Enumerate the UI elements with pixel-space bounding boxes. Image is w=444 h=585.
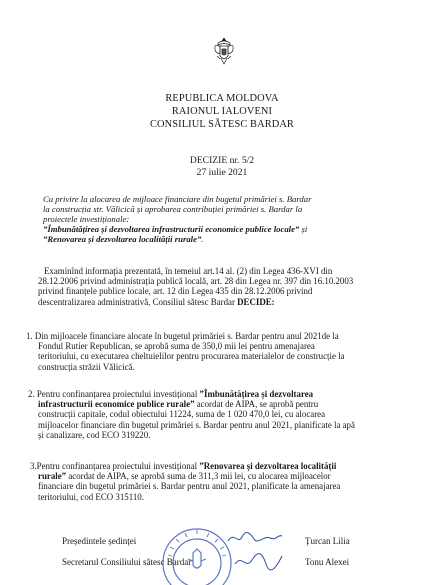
- council-name: CONSILIUL SĂTESC BARDAR: [150, 119, 294, 130]
- chair-name: Țurcan Lilia: [305, 536, 350, 546]
- secretary-name: Tonu Alexei: [305, 557, 350, 567]
- preamble-paragraph: Examinînd informația prezentată, în temeiul art.14 al. (2) din Legea 436-XVI din 28.12.2006 privind administrația publică locală, art. 28 din Legea nr. 397 din 16.10.2003 privind finanțele publice locale, art. 12 din Legea 435 din 28.12.2006 privind descentralizarea administrativă, Consiliul sătesc Bardar DECIDE:: [38, 266, 354, 307]
- country-name: REPUBLICA MOLDOVA: [165, 93, 279, 104]
- decision-item-1: 1. Din mijloacele financiare alocate în bugetul primăriei s. Bardar pentru anul 2021de la Fondul Rutier Republican, se aprobă suma de 350,0 mii lei pentru amenajarea teritoriului, cu executarea cheltuielilor pentru procurarea materialelor de construcție la construcția străzii Vălicică.: [26, 331, 345, 372]
- decision-subject: [43, 195, 343, 245]
- subject-projects: ”Renovarea și dezvoltarea localității rurale”.: [43, 233, 204, 244]
- subject-line: proiectele investiționale:: [43, 213, 130, 224]
- decision-item-3: 3.Pentru confinanțarea proiectului investițional ”Renovarea și dezvoltarea localității rurale” acordat de AIPA, se aprobă suma de 311,3 mii lei, cu alocarea mijloacelor financiare din bugetul primăriei s. Bardar pentru anul 2021, planificate la amenajarea teritoriului, cod ECO 315110.: [30, 461, 341, 502]
- project-name: ”Îmbunătățirea și dezvoltarea infrastructurii economice publice locale”: [43, 223, 300, 234]
- subject-line: la construcția str. Vălicică și aprobarea contribuției primăriei s. Bardar la: [43, 203, 303, 214]
- secretary-title: Secretarul Consiliului sătesc Bardar: [62, 557, 192, 567]
- official-stamp: [158, 525, 236, 585]
- decision-date: 27 iulie 2021: [196, 167, 248, 178]
- project-name: ”Renovarea și dezvoltarea localității rurale”: [43, 233, 202, 244]
- district-name: RAIONUL IALOVENI: [171, 106, 273, 117]
- decision-item-2: 2. Pentru confinanțarea proiectului investițional ”Îmbunătățirea și dezvoltarea infrastructurii economice publice rurale” acordat de AIPA, se aprobă pentru construcții capitale, codul obiectului 11224, suma de 1 020 470,0 lei, cu alocarea mijloacelor financiare din bugetul primăriei s. Bardar pentru anul 2021, planificate la apă și canalizare, cod ECO 319220.: [28, 389, 355, 440]
- subject-line: Cu privire la alocarea de mijloace financiare din bugetul primăriei s. Bardar: [43, 194, 312, 204]
- coat-of-arms-icon: [212, 36, 236, 66]
- decision-number: DECIZIE nr. 5/2: [189, 155, 255, 166]
- subject-projects: ”Îmbunătățirea și dezvoltarea infrastructurii economice publice locale” și: [43, 223, 308, 234]
- chair-title: Președintele ședinței: [62, 536, 137, 546]
- secretary-signature: [232, 550, 284, 572]
- decide-keyword: DECIDE:: [237, 296, 275, 307]
